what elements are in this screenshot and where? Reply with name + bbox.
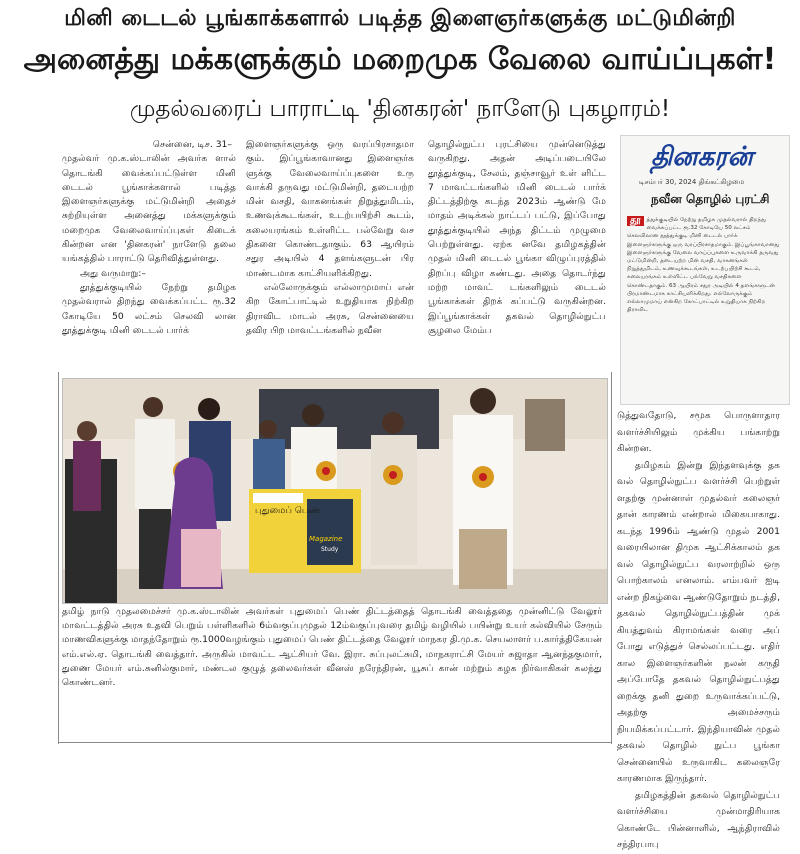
dinakaran-logo: தினகரன்: [651, 142, 753, 172]
clipping-initial-badge: தூ: [627, 216, 644, 226]
paragraph: தூத்துக்குடியில் நேற்று தமிழக முதல்வரால் திறந்து வைக்கப்பட்ட ரூ.32 கோடியே 50 லட்சம் செலவி லான தூத்துக்குடி மினி டைடல் பார்க்: [62, 281, 236, 336]
kicker: மினி டைடல் பூங்காக்களால் படித்த இளைஞர்களுக்கு மட்டுமின்றி: [64, 6, 736, 31]
article-column-3: [428, 138, 606, 338]
paragraph: முதல்வர் மு.க.ஸ்டாலின் அவர்க ளால் தொடங்கி வைக்கப்பட்டுள்ள மினி டைடல் பூங்காக்களால் படித்த இளைஞர்களுக்கு மட்டுமின்றி அதைச் சுற்றியுள்ள அனைத்து மக்களுக்கும் மறைமுக வேலைவாய்ப்புகள் கிடைக் கின்றன என 'தினகரன்' நாளேடு தலை யங்கத்தில் பாராட்டு தெரிவித்துள்ளது.: [62, 153, 236, 265]
clipping-date: டிசம்பர் 30, 2024 திங்கட்கிழமை: [639, 178, 745, 186]
clipping-title: நவீன தொழில் புரட்சி: [651, 192, 770, 206]
dinakaran-clipping: [620, 135, 790, 405]
paragraph: எல்லோருக்கும் எல்லாமுமாய் என் கிற கோட்பாட்டில் உறுதியாக நிற்கிற திராவிட மாடல் அரசு, சென்னையை தவிர பிற மாவட்டங்களில் நவீன: [246, 281, 414, 336]
subhead: முதல்வரைப் பாராட்டி 'தினகரன்' நாளேடு புகழாரம்!: [129, 96, 671, 122]
paragraph: அது வருமாறு:–: [80, 267, 146, 279]
clipping-text: த்துக்குடியில் நேற்று தமிழக முதல்வரால் திறந்து வைக்கப்பட்ட ரூ.32 கோடியே 50 லட்சம் செலவிலான தூத்துக்குடி மினி டைடல் பார்க் இளைஞர்களுக்கு ஒரு வரப்பிரசாதமாகும். இப்பூங்காவானது இளைஞர்களுக்கு வேலை வாய்ப்புகளை உருவாக்கி தருவது மட்டுமின்றி, தடையற்ற மின் வசதி, வாகனங்கள் நிறுத்துமிடம், உணவுக்கூடங்கள், உடற்பயிற்சி கூடம், கலையரங்கம் உள்ளிட்ட பல்வேறு வசதிகளை கொண்டதாகும். 63 ஆயிரம் சதுர அடியில் 4 தளங்களுடன் பிரமாண்டமாக காட்சியளிக்கிறது. எல்லோருக்கும் எல்லாமுமாய் என்கிற கோட்பாட்டில் உறுதியாக நிற்கிற திராவிட: [627, 217, 780, 314]
photo-caption: [62, 605, 602, 690]
photo-box-bottom-rule: [58, 742, 612, 743]
event-photo: [62, 378, 608, 604]
photo-box-left-rule: [58, 372, 59, 744]
caption-text: தமிழ் நாடு முதலமைச்சர் மு.க.ஸ்டாலின் அவர்கள் புதுமைப் பெண் திட்டத்தைத் தொடங்கி வைத்ததை முன்னிட்டு வேலூர் மாவட்டத்தில் அரசு உதவி பெறும் பள்ளிகளில் 6ம்வகுப்புமுதல் 12ம்வகுப்புவரை தமிழ் வழியில் பயின்று உயர் கல்வியில் சேரும் மாணவிகளுக்கு மாதந்தோறும் ரூ.1000வழங்கும் புதுமைப் பெண் திட்டத்தை வேலூர் மாநகர தி.மு.க. செயலாளர் ப.கார்த்திகேயன் எம்.எல்.ஏ. தொடங்கி வைத்தார். அருகில் மாவட்ட ஆட்சியர் வே. இரா. சுப்புலட்சுமி, மாநகராட்சி மேயர் சுஜாதா ஆனந்தகுமார், துணை மேயர் எம்.சுனில்குமார், மண்டல குழுத் தலைவர்கள் வீனஸ் நரேந்திரன், யூசுப் கான் மற்றும் கழக நிர்வாகிகள் கலந்து கொண்டனர்.: [62, 606, 602, 689]
headline: அனைத்து மக்களுக்கும் மறைமுக வேலை வாய்ப்புகள்!: [23, 42, 777, 77]
paragraph: தமிழகத்தின் தகவல் தொழில்நுட்ப வளர்ச்சியை முன்மாதிரியாக கொண்டே பின்னாளில், ஆந்திராவில் சந்திரபாபு: [617, 789, 780, 850]
article-column-1: [62, 138, 236, 338]
paragraph: தொழில்நுட்ப புரட்சியை முன்னெடுத்து வருகிறது. அதன் அடிப்படையிலே தூத்துக்குடி, சேலம், தஞ்சாவூர் உள் ளிட்ட 7 மாவட்டங்களில் மினி டைடல் பார்க் திட்டத்திற்கு கடந்த 2023ம் ஆண்டு மே மாதம் அடிக்கல் நாட்டப் பட்டு, இப்போது தூத்துக்குடியில் அந்த திட்டம் முழுமை பெற்றுள்ளது. ஏற்க னவே தமிழகத்தின் முதல் மினி டைடல் பூங்கா விழுப்புரத்தில் திறப்பு விழா கண்டது. அதை தொடர்ந்து மற்ற மாவட் டங்களிலும் டைடல் பூங்காக்கள் திறக் கப்பட்டு வருகின்றன. இப்பூங்காக்கள் தகவல் தொழில்நுட்ப சூழலை மேம்ப: [428, 139, 606, 336]
banner-study: Study: [321, 546, 339, 553]
article-column-4: [617, 408, 780, 854]
banner-magazine: Magazine: [309, 535, 343, 543]
photo-box-right-rule: [611, 372, 612, 744]
article-column-2: [246, 138, 414, 338]
event-photo-illustration: [63, 379, 607, 603]
paragraph: டுத்துவதோடு, சமூக பொருளாதார வளர்ச்சியிலும் முக்கிய பங்காற்று கின்றன.: [617, 410, 780, 454]
banner-line: புதுமைப் பெண்: [255, 506, 320, 516]
paragraph: இளைஞர்களுக்கு ஒரு வரப்பிரசாதமா கும். இப்பூங்காவானது இளைஞர்க ளுக்கு வேலைவாய்ப்புகளை உரு வாக்கி தருவது மட்டுமின்றி, தடையற்ற மின் வசதி, வாகனங்கள் நிறுத்துமிடம், உணவுக்கூடங்கள், உடற்பயிற்சி கூடம், கலையரங்கம் உள்ளிட்ட பல்வேறு வச திகளை கொண்டதாகும். 63 ஆயிரம் சதுர அடியில் 4 தளங்களுடன் பிர மாண்டமாக காட்சியளிக்கிறது.: [246, 139, 414, 279]
clipping-body: [627, 216, 783, 314]
dateline: சென்னை, டிச. 31–: [152, 139, 232, 150]
paragraph: தமிழகம் இன்று இந்தளவுக்கு தக வல் தொழில்நுட்ப வளர்ச்சி பெற்றுள் ளதற்கு முன்னாள் முதல்வர் கலைஞர் தான் காரணம் என்றால் மிகையாகாது. கடந்த 1996ம் ஆண்டு முதல் 2001 வரையிலான திமுக ஆட்சிக்காலம் தக வல் தொழில்நுட்ப வரலாற்றில் ஒரு பொற்காலம் எனலாம். எம்பவர் ஐடி என்ற நிகழ்வை ஆண்டுதோறும் நடத்தி, தகவல் தொழில்நுட்பத்தின் முக் கியத்துவம் கிராமங்கள் வரை அப் போது எடுத்துச் செல்லப்பட்டது. எதிர் கால இளைஞர்களின் நலன் கருதி அப்போதே தகவல் தொழில்நுட்பத்து றைக்கு தனி துறை உருவாக்கப்பட்டு, அதற்கு அமைச்சரும் நியமிக்கப்பட்டார். இந்தியாவின் முதல் தகவல் தொழில் நுட்ப பூங்கா சென்னையில் உருவாகிட கலைஞரே காரணமாக இருந்தார்.: [617, 459, 780, 784]
